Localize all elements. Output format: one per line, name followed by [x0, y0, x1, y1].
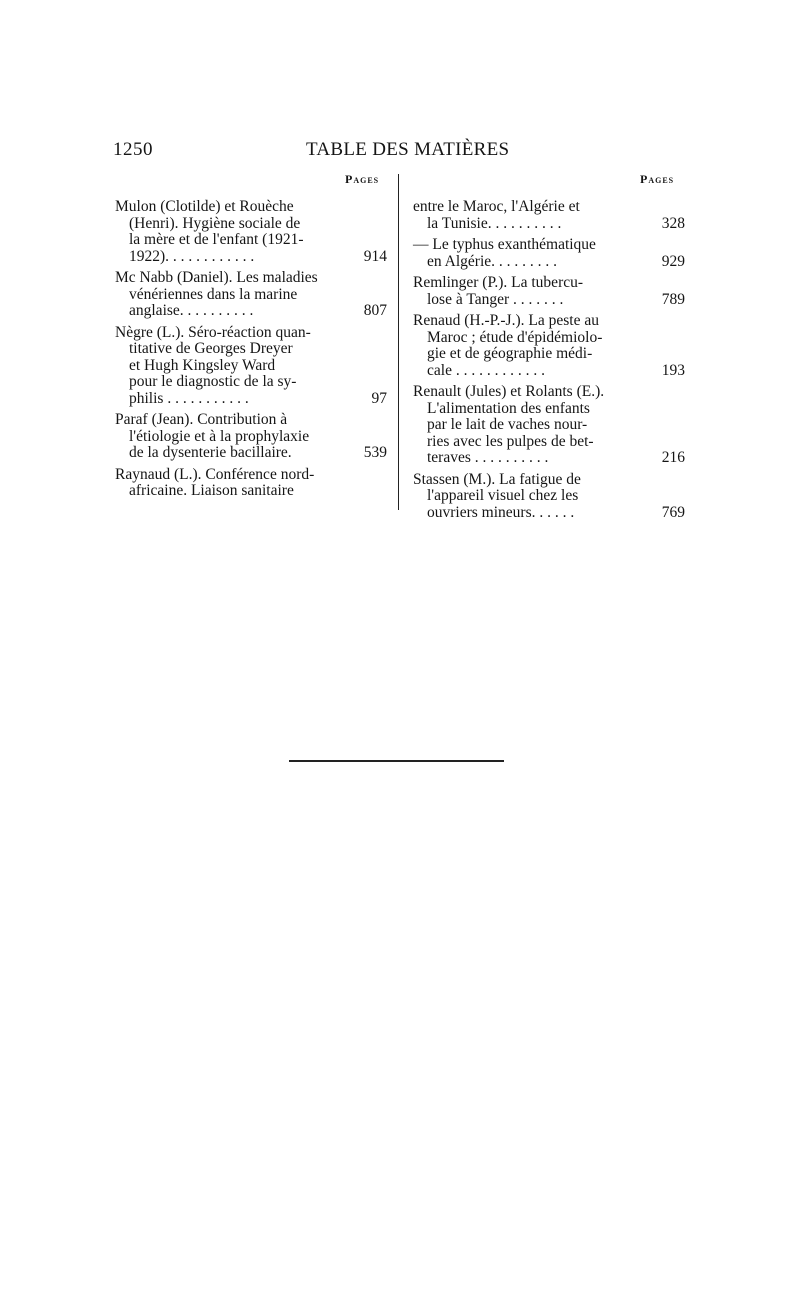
- page-reference: 328: [661, 214, 685, 232]
- page-reference: 97: [371, 389, 387, 407]
- entry-line: Mc Nabb (Daniel). Les maladies: [115, 269, 318, 286]
- page-reference: 769: [661, 503, 685, 521]
- left-column-header: Pages: [345, 172, 380, 186]
- index-entry: [413, 275, 685, 308]
- entry-line: africaine. Liaison sanitaire: [129, 482, 294, 499]
- entry-line: l'appareil visuel chez les: [427, 487, 579, 504]
- entry-line: titative de Georges Dreyer: [129, 340, 293, 357]
- entry-line: la mère et de l'enfant (1921-: [129, 231, 304, 248]
- entry-line: pour le diagnostic de la sy-: [129, 373, 297, 390]
- index-entry: [413, 313, 685, 379]
- entry-line: Mulon (Clotilde) et Rouèche: [115, 198, 294, 215]
- entry-line: — Le typhus exanthématique: [413, 236, 596, 253]
- page-reference: 193: [661, 361, 685, 379]
- entry-line: philis . . . . . . . . . . . 97: [129, 389, 387, 407]
- entry-line: vénériennes dans la marine: [129, 285, 298, 303]
- page-reference: 929: [661, 252, 685, 270]
- index-entry: [115, 325, 387, 408]
- entry-line: Nègre (L.). Séro-réaction quan-: [115, 323, 311, 341]
- entry-line: de la dysenterie bacillaire. 539: [129, 444, 387, 461]
- entry-line: entre le Maroc, l'Algérie et: [413, 198, 580, 215]
- entry-line: par le lait de vaches nour-: [427, 416, 588, 433]
- entry-line: Remlinger (P.). La tubercu-: [413, 274, 584, 291]
- index-entry: [413, 237, 685, 270]
- entry-line: gie et de géographie médi-: [427, 345, 593, 362]
- entry-line: l'étiologie et à la prophylaxie: [129, 427, 310, 445]
- index-entry: [413, 199, 685, 232]
- entry-line: ries avec les pulpes de bet-: [427, 432, 594, 450]
- entry-line: Maroc ; étude d'épidémiolo-: [427, 328, 603, 346]
- page-reference: 539: [363, 444, 387, 461]
- entry-line: teraves . . . . . . . . . . 216: [427, 449, 685, 466]
- entry-line: Stassen (M.). La fatigue de: [413, 470, 581, 488]
- index-entry: [413, 472, 685, 522]
- entry-line: lose à Tanger . . . . . . . 789: [427, 290, 685, 308]
- index-entry: [115, 270, 387, 320]
- right-column-header: Pages: [640, 172, 675, 186]
- index-entry: [115, 412, 387, 462]
- entry-line: Renault (Jules) et Rolants (E.).: [413, 383, 605, 400]
- entry-line: Renaud (H.-P.-J.). La peste au: [413, 312, 599, 329]
- entry-line: ouvriers mineurs. . . . . . 769: [427, 503, 685, 521]
- page-reference: 789: [661, 290, 685, 308]
- entry-line: la Tunisie. . . . . . . . . . 328: [427, 214, 685, 232]
- entry-line: cale . . . . . . . . . . . . 193: [427, 361, 685, 379]
- index-entry: [413, 384, 685, 467]
- column-divider: [398, 174, 399, 510]
- entry-line: et Hugh Kingsley Ward: [129, 356, 276, 374]
- end-rule: [289, 760, 504, 762]
- running-title: TABLE DES MATIÈRES: [306, 139, 510, 160]
- entry-line: (Henri). Hygiène sociale de: [129, 214, 301, 232]
- page-reference: 216: [661, 449, 685, 466]
- left-column: [115, 199, 387, 505]
- index-entry: [115, 199, 387, 265]
- page-reference: 914: [363, 247, 387, 265]
- entry-line: en Algérie. . . . . . . . . 929: [427, 252, 685, 270]
- page-number: 1250: [113, 139, 153, 160]
- right-column: [413, 199, 685, 526]
- entry-line: Paraf (Jean). Contribution à: [115, 411, 288, 428]
- page-reference: 807: [363, 302, 387, 319]
- entry-line: anglaise. . . . . . . . . . 807: [129, 302, 387, 319]
- entry-line: L'alimentation des enfants: [427, 399, 590, 417]
- entry-line: Raynaud (L.). Conférence nord-: [115, 465, 315, 483]
- entry-line: 1922). . . . . . . . . . . . 914: [129, 247, 387, 265]
- index-entry: [115, 467, 387, 500]
